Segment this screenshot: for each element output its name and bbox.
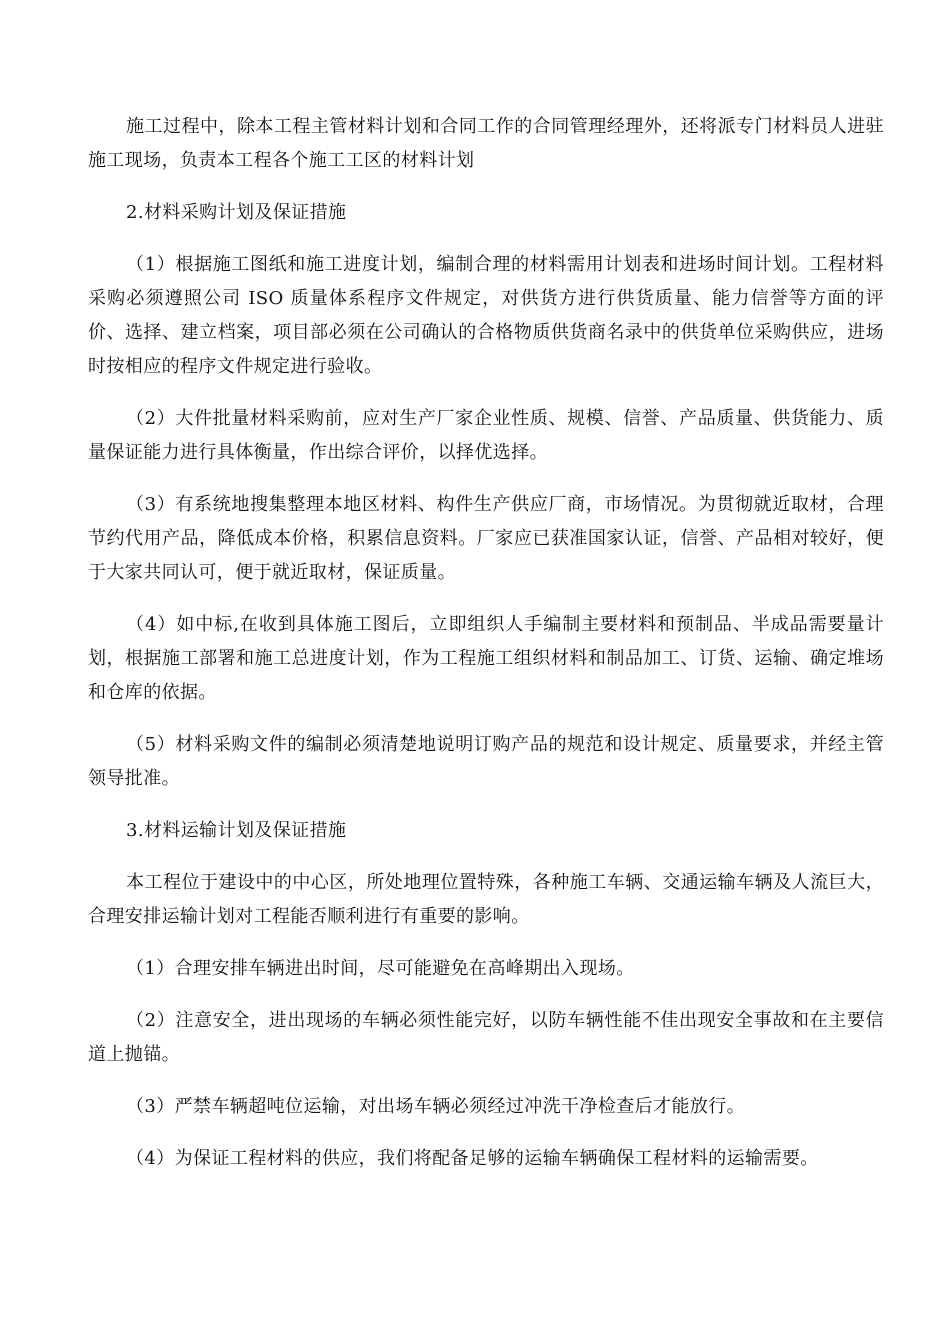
paragraph-transport-3: （3）严禁车辆超吨位运输，对出场车辆必须经过冲洗干净检查后才能放行。 <box>126 1096 746 1117</box>
paragraph-transport-2: （2）注意安全，进出现场的车辆必须性能完好，以防车辆性能不佳出现安全事故和在主要信道上抛锚。 <box>88 1010 884 1065</box>
section-heading-transport: 3.材料运输计划及保证措施 <box>126 820 347 841</box>
paragraph-procurement-4: （4）如中标,在收到具体施工图后，立即组织人手编制主要材料和预制品、半成品需要量计划，根据施工部署和施工总进度计划，作为工程施工组织材料和制品加工、订货、运输、确定堆场和仓库的依据。 <box>88 614 884 703</box>
paragraph-transport-intro: 本工程位于建设中的中心区，所处地理位置特殊，各种施工车辆、交通运输车辆及人流巨大，合理安排运输计划对工程能否顺利进行有重要的影响。 <box>88 872 884 927</box>
paragraph-transport-1: （1）合理安排车辆进出时间，尽可能避免在高峰期出入现场。 <box>126 958 635 979</box>
paragraph-procurement-3: （3）有系统地搜集整理本地区材料、构件生产供应厂商，市场情况。为贯彻就近取材，合理节约代用产品，降低成本价格，积累信息资料。厂家应已获准国家认证，信誉、产品相对较好，便于大家共同认可，便于就近取材，保证质量。 <box>88 494 884 583</box>
paragraph-site-material-staff: 施工过程中，除本工程主管材料计划和合同工作的合同管理经理外，还将派专门材料员人进驻施工现场，负责本工程各个施工工区的材料计划 <box>88 116 884 171</box>
paragraph-transport-4: （4）为保证工程材料的供应，我们将配备足够的运输车辆确保工程材料的运输需要。 <box>126 1148 819 1169</box>
paragraph-procurement-2: （2）大件批量材料采购前，应对生产厂家企业性质、规模、信誉、产品质量、供货能力、质量保证能力进行具体衡量，作出综合评价，以择优选择。 <box>88 408 884 463</box>
paragraph-procurement-1: （1）根据施工图纸和施工进度计划，编制合理的材料需用计划表和进场时间计划。工程材料采购必须遵照公司 ISO 质量体系程序文件规定，对供货方进行供货质量、能力信誉等方面的评价、选择、建立档案，项目部必须在公司确认的合格物质供货商名录中的供货单位采购供应，进场时按相应的程序文件规定进行验收。 <box>88 254 884 377</box>
section-heading-procurement: 2.材料采购计划及保证措施 <box>126 202 347 223</box>
document-page <box>88 110 884 1194</box>
paragraph-procurement-5: （5）材料采购文件的编制必须清楚地说明订购产品的规范和设计规定、质量要求，并经主管领导批准。 <box>88 734 884 789</box>
